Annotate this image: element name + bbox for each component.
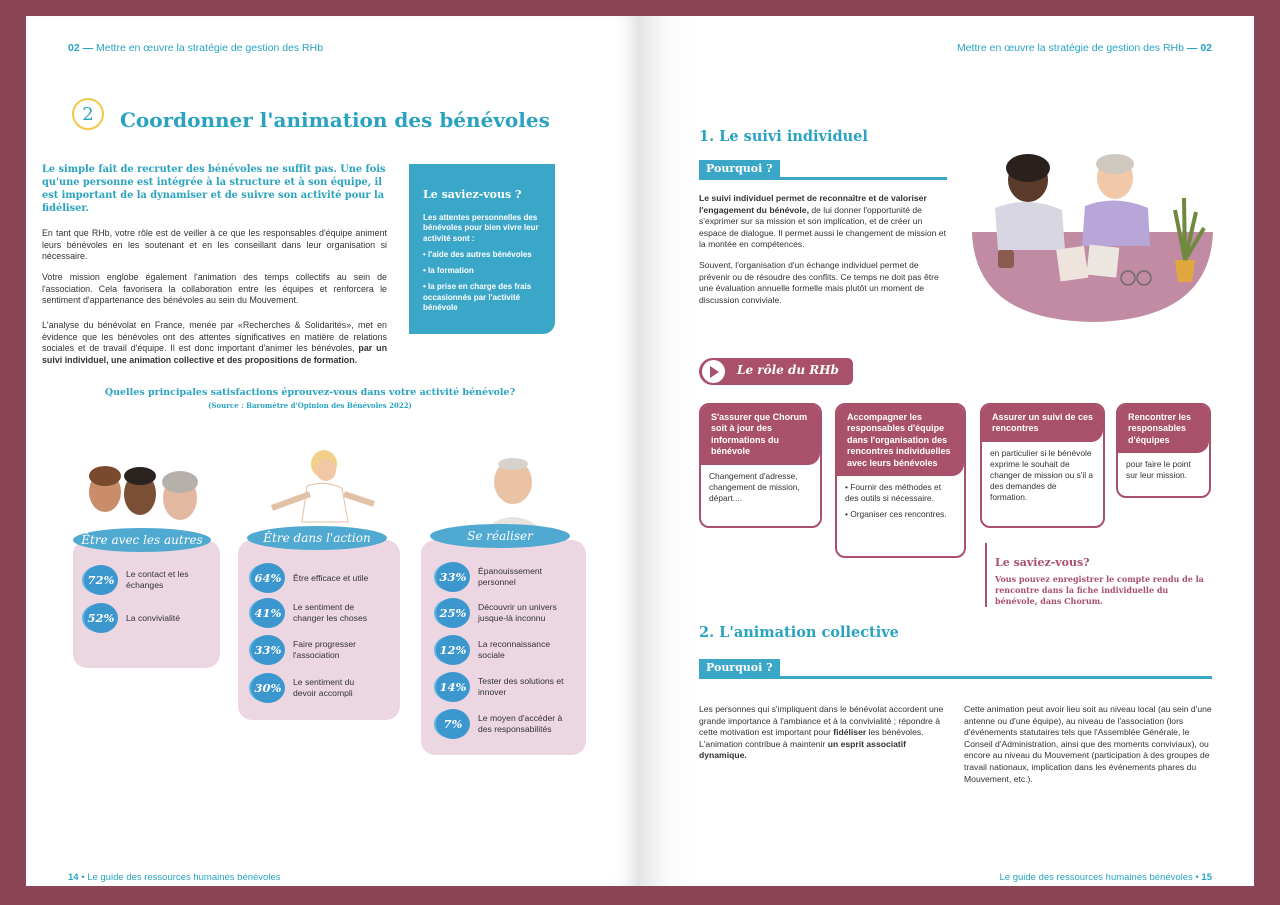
stat-percent: 52% — [84, 603, 118, 633]
stat-item — [251, 673, 363, 703]
role-card-heading: Rencontrer les responsables d'équipes — [1118, 405, 1209, 453]
did-you-know-title: Le saviez-vous? — [995, 556, 1090, 569]
stat-item — [251, 635, 383, 665]
why-bar-2 — [699, 659, 1212, 679]
why-tag: Pourquoi ? — [699, 659, 780, 679]
role-card-body: • Fournir des méthodes et des outils si nécessaire. • Organiser ces rencontres. — [845, 482, 947, 520]
role-card-body: en particulier si le bénévole exprime le souhait de changer de mission ou s'il a des demandes de formation. — [990, 447, 1094, 502]
why-tag: Pourquoi ? — [699, 160, 780, 180]
animation-paragraph-2: Cette animation peut avoir lieu soit au niveau local (au sein d'une antenne ou d'une équipe), au niveau de l'association (lors d'événements statutaires tels que l'Assemblée Générale, le Conseil d'Administration, ainsi que des moments conviviaux), ou encore au niveau du Mouvement (participation à des groupes de travail nationaux, implication dans les événements phares du Mouvement, etc.). — [964, 704, 1212, 784]
did-you-know-box — [409, 164, 555, 334]
did-you-know-divider — [985, 543, 987, 607]
stat-item — [436, 562, 568, 592]
role-card-heading: S'assurer que Chorum soit à jour des informations du bénévole — [701, 405, 820, 465]
category-title-1: Être avec les autres — [73, 528, 211, 552]
survey-source: (Source : Baromètre d'Opinion des Bénévoles 2022) — [208, 401, 412, 410]
did-you-know-text: Vous pouvez enregistrer le compte rendu de la rencontre dans la fiche individuelle du bénévole, dans Chorum. — [995, 574, 1204, 606]
right-running-head: Mettre en œuvre la stratégie de gestion des RHb — 02 — [956, 42, 1212, 54]
stat-label: Tester des solutions et innover — [478, 676, 564, 697]
section-title: Coordonner l'animation des bénévoles — [120, 108, 550, 132]
role-card-1 — [699, 403, 822, 528]
why-bar-1 — [699, 160, 947, 180]
stat-label: Découvrir un univers jusque-là inconnu — [478, 602, 557, 623]
left-running-head: 02 — Mettre en œuvre la stratégie de gestion des RHb — [68, 42, 324, 54]
stat-label: La convivialité — [126, 612, 180, 623]
left-footer: 14 • Le guide des ressources humaines bénévoles — [68, 872, 281, 883]
stat-item — [251, 563, 383, 593]
play-icon — [702, 360, 725, 383]
role-card-4 — [1116, 403, 1211, 498]
stat-percent: 64% — [251, 563, 285, 593]
meeting-illustration — [970, 150, 1215, 325]
did-you-know-item: • l'aide des autres bénévoles — [423, 249, 532, 259]
people-group-illustration — [80, 462, 210, 530]
survey-title: Quelles principales satisfactions éprouvez-vous dans votre activité bénévole? — [104, 387, 516, 398]
did-you-know-title: Le saviez-vous ? — [423, 188, 522, 201]
stat-label: Faire progresser l'association — [293, 639, 357, 660]
stat-item — [436, 635, 572, 665]
did-you-know-box-2 — [995, 556, 1210, 607]
right-footer: Le guide des ressources humaines bénévoles • 15 — [999, 872, 1212, 883]
did-you-know-item: • la formation — [423, 266, 474, 276]
stat-percent: 33% — [436, 562, 470, 592]
category-title-3: Se réaliser — [430, 524, 570, 548]
stat-label: Être efficace et utile — [293, 572, 369, 583]
stat-percent: 30% — [251, 673, 285, 703]
stat-item — [84, 565, 206, 595]
stat-percent: 12% — [436, 635, 470, 665]
role-card-body: pour faire le point sur leur mission. — [1126, 459, 1191, 481]
section-number: 2 — [72, 98, 104, 130]
stat-label: Épanouissement personnel — [478, 566, 543, 587]
stat-label: Le moyen d'accéder à des responsabilités — [478, 713, 563, 734]
did-you-know-item: • la prise en charge des frais occasionnés par l'activité bénévole — [423, 282, 532, 313]
role-card-3 — [980, 403, 1105, 528]
suivi-paragraph-1: Le suivi individuel permet de reconnaître et de valoriser l'engagement du bénévole, de lui donner l'opportunité de s'exprimer sur sa mission et son implication, et de créer un espace de dialogue. Il permet aussi le changement de mission et la montée en compétences. — [699, 193, 946, 250]
section-1-title: 1. Le suivi individuel — [699, 128, 868, 145]
section-2-title: 2. L'animation collective — [699, 624, 899, 641]
paragraph-1: En tant que RHb, votre rôle est de veiller à ce que les responsables d'équipe animent leurs bénévoles en les soutenant et en les conseillant dans leur organisation si nécessaire. — [42, 228, 387, 262]
stat-item — [436, 598, 572, 628]
paragraph-3: L'analyse du bénévolat en France, menée par «Recherches & Solidarités», met en évidence que les bénévoles ont des attentes significatives en matière de relations sociales et de travail d'équipe. Il est donc important d'animer les bénévoles, par un suivi individuel, une animation collective et des propositions de formation. — [42, 320, 387, 365]
intro-text: Le simple fait de recruter des bénévoles ne suffit pas. Une fois qu'une personne est intégrée à la structure et à son équipe, il est important de la dynamiser et de suivre son activité pour la fidéliser. — [42, 164, 386, 214]
stat-percent: 33% — [251, 635, 285, 665]
stat-label: La reconnaissance sociale — [478, 639, 551, 660]
stat-label: Le sentiment de changer les choses — [293, 602, 368, 623]
paragraph-2: Votre mission englobe également l'animation des temps collectifs au sein de l'association. Cela favorisera la collaboration entre les équipes et renforcera le sentiment d'appartenance des bénévoles au sein du Mouvement. — [42, 272, 387, 306]
stat-item — [84, 603, 206, 633]
stat-percent: 7% — [436, 709, 470, 739]
stat-label: Le contact et les échanges — [126, 569, 189, 590]
stat-percent: 41% — [251, 598, 285, 628]
role-card-heading: Assurer un suivi de ces rencontres — [982, 405, 1103, 442]
role-card-heading: Accompagner les responsables d'équipe dans l'organisation des rencontres individuelles avec leurs bénévoles — [837, 405, 964, 476]
stat-item — [436, 709, 572, 739]
suivi-paragraph-2: Souvent, l'organisation d'un échange individuel permet de prévenir ou de résoudre des conflits. Ce temps ne doit pas être une évaluation annuelle formelle mais plutôt un moment de discussion conviviale. — [699, 260, 939, 305]
category-title-2: Être dans l'action — [247, 526, 387, 550]
stat-percent: 25% — [436, 598, 470, 628]
stat-item — [436, 672, 572, 702]
stat-percent: 72% — [84, 565, 118, 595]
person-action-illustration — [262, 446, 382, 526]
role-card-body: Changement d'adresse, changement de mission, départ.... — [709, 470, 800, 503]
smiling-person-illustration — [478, 456, 548, 528]
role-card-2 — [835, 403, 966, 558]
did-you-know-subtitle: Les attentes personnelles des bénévoles pour bien vivre leur activité sont : — [423, 213, 539, 243]
stat-percent: 14% — [436, 672, 470, 702]
stat-label: Le sentiment du devoir accompli — [293, 677, 355, 698]
animation-paragraph-1: Les personnes qui s'impliquent dans le bénévolat accordent une grande importance à l'ambiance et à la convivialité ; répondre à cette motivation est important pour fidéliser les bénévoles. L'animation contribue à maintenir un esprit associatif dynamique. — [699, 704, 944, 761]
role-banner-label: Le rôle du RHb — [737, 363, 839, 377]
stat-item — [251, 598, 383, 628]
role-banner — [699, 358, 853, 385]
